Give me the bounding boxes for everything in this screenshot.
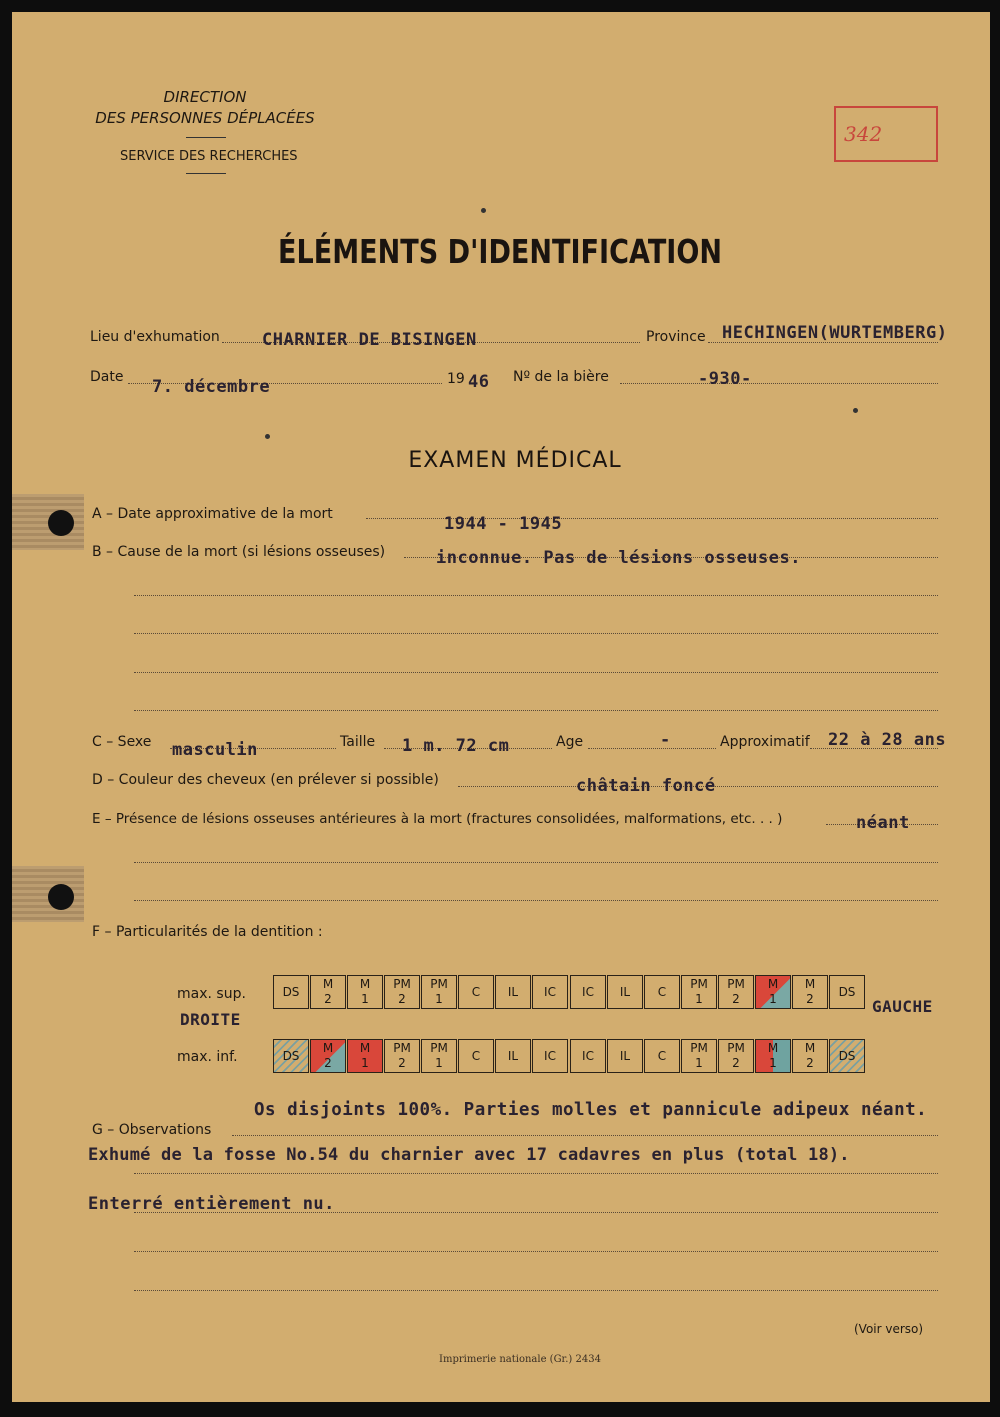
g-line-5: [134, 1290, 938, 1291]
speck: [265, 434, 270, 439]
tooth-label: C: [657, 1049, 667, 1063]
e-line-2: [134, 862, 938, 863]
tooth-number: 1: [695, 1056, 703, 1070]
tooth-cell: [718, 1039, 754, 1073]
observation-line-1: Os disjoints 100%. Parties molles et pannicule adipeux néant.: [254, 1100, 928, 1120]
d-value: châtain foncé: [576, 776, 716, 796]
tooth-cell: [829, 1039, 865, 1073]
tooth-number: 1: [769, 992, 777, 1006]
tooth-label: M: [322, 977, 334, 991]
tooth-cell: [532, 975, 568, 1009]
biere-value: -930-: [698, 369, 752, 389]
droite-label: DROITE: [180, 1010, 241, 1029]
header-rule: [186, 173, 226, 174]
tooth-label: IC: [582, 985, 594, 999]
observation-line-2: Exhumé de la fosse No.54 du charnier avec 17 cadavres en plus (total 18).: [88, 1145, 850, 1165]
tooth-label: PM: [690, 977, 708, 991]
tooth-label: IL: [619, 985, 631, 999]
biere-label: Nº de la bière: [513, 369, 609, 385]
a-value: 1944 - 1945: [444, 514, 563, 534]
speck: [853, 408, 858, 413]
tooth-cell: [570, 975, 606, 1009]
b-value: inconnue. Pas de lésions osseuses.: [436, 548, 801, 568]
b-line-5: [134, 710, 938, 711]
tooth-label: DS: [838, 1049, 856, 1063]
tooth-label: PM: [393, 977, 411, 991]
e-value: néant: [856, 813, 910, 833]
g-label: G – Observations: [92, 1122, 212, 1138]
tooth-cell: [792, 975, 828, 1009]
tooth-number: 1: [361, 992, 369, 1006]
tooth-cell: [607, 975, 643, 1009]
a-label: A – Date approximative de la mort: [92, 506, 333, 522]
tooth-cell: [681, 975, 717, 1009]
tooth-label: IL: [507, 1049, 519, 1063]
year-prefix: 19: [447, 371, 465, 387]
province-value: HECHINGEN(WURTEMBERG): [722, 323, 948, 343]
tooth-label: PM: [727, 1041, 745, 1055]
tooth-label: PM: [430, 977, 448, 991]
header-rule: [186, 137, 226, 138]
tooth-cell: [273, 1039, 309, 1073]
tooth-number: 2: [398, 992, 406, 1006]
tooth-cell: [570, 1039, 606, 1073]
e-line-3: [134, 900, 938, 901]
tooth-number: 1: [361, 1056, 369, 1070]
tooth-label: M: [359, 977, 371, 991]
tooth-number: 1: [769, 1056, 777, 1070]
tooth-number: 2: [732, 992, 740, 1006]
tooth-label: M: [804, 1041, 816, 1055]
tooth-number: 2: [732, 1056, 740, 1070]
tooth-number: 1: [435, 1056, 443, 1070]
g-line-2: [134, 1173, 938, 1174]
g-line-4: [134, 1251, 938, 1252]
gauche-label: GAUCHE: [872, 997, 933, 1016]
tooth-number: 1: [435, 992, 443, 1006]
tooth-cell: [829, 975, 865, 1009]
tooth-label: DS: [282, 985, 300, 999]
printer-note: Imprimerie nationale (Gr.) 2434: [439, 1354, 601, 1365]
c-age-line: [588, 748, 716, 749]
tooth-label: M: [804, 977, 816, 991]
max-sup-label: max. sup.: [177, 986, 246, 1002]
tooth-cell: [273, 975, 309, 1009]
date-value: 7. décembre: [152, 377, 271, 397]
tooth-cell: [347, 1039, 383, 1073]
tooth-label: IC: [582, 1049, 594, 1063]
b-line-3: [134, 633, 938, 634]
tooth-label: IL: [507, 985, 519, 999]
header-direction: DIRECTION: [163, 88, 247, 106]
header-personnes: DES PERSONNES DÉPLACÉES: [95, 109, 315, 127]
b-line-4: [134, 672, 938, 673]
b-label: B – Cause de la mort (si lésions osseuses): [92, 544, 386, 560]
tooth-label: PM: [690, 1041, 708, 1055]
tooth-number: 2: [398, 1056, 406, 1070]
file-number: 342: [844, 122, 883, 146]
c-approx-label: Approximatif: [720, 734, 810, 750]
tooth-label: IL: [619, 1049, 631, 1063]
tooth-label: C: [657, 985, 667, 999]
c-sexe-label: C – Sexe: [92, 734, 152, 750]
tooth-label: IC: [544, 1049, 556, 1063]
tooth-label: M: [767, 1041, 779, 1055]
tooth-cell: [755, 975, 791, 1009]
tooth-label: DS: [282, 1049, 300, 1063]
tooth-number: 2: [806, 1056, 814, 1070]
tooth-cell: [755, 1039, 791, 1073]
observation-line-3: Enterré entièrement nu.: [88, 1194, 335, 1214]
tooth-cell: [532, 1039, 568, 1073]
tooth-cell: [495, 1039, 531, 1073]
lieu-value: CHARNIER DE BISINGEN: [262, 330, 477, 350]
tooth-cell: [421, 975, 457, 1009]
max-inf-label: max. inf.: [177, 1049, 238, 1065]
tooth-label: M: [359, 1041, 371, 1055]
tooth-cell: [384, 1039, 420, 1073]
biere-line: [620, 383, 938, 384]
tooth-cell: [384, 975, 420, 1009]
e-label: E – Présence de lésions osseuses antérieures à la mort (fractures consolidées, malformations, etc. . . ): [92, 811, 783, 827]
tooth-cell: [310, 1039, 346, 1073]
g-line-1: [232, 1135, 938, 1136]
voir-verso: (Voir verso): [854, 1322, 924, 1336]
year-value: 46: [468, 372, 490, 392]
c-age-label: Age: [556, 734, 584, 750]
punch-hole-top: [48, 510, 74, 536]
tooth-cell: [310, 975, 346, 1009]
province-label: Province: [646, 329, 706, 345]
tooth-label: DS: [838, 985, 856, 999]
b-line-2: [134, 595, 938, 596]
tooth-cell: [458, 975, 494, 1009]
tooth-cell: [681, 1039, 717, 1073]
f-label: F – Particularités de la dentition :: [92, 924, 323, 940]
tooth-cell: [347, 975, 383, 1009]
punch-hole-bottom: [48, 884, 74, 910]
tooth-cell: [607, 1039, 643, 1073]
tooth-label: PM: [393, 1041, 411, 1055]
tooth-cell: [718, 975, 754, 1009]
tooth-cell: [792, 1039, 828, 1073]
tooth-cell: [458, 1039, 494, 1073]
tooth-label: PM: [430, 1041, 448, 1055]
tooth-label: C: [471, 985, 481, 999]
tooth-label: PM: [727, 977, 745, 991]
page-title: ÉLÉMENTS D'IDENTIFICATION: [277, 232, 723, 271]
tooth-cell: [421, 1039, 457, 1073]
tooth-number: 2: [324, 1056, 332, 1070]
c-taille-value: 1 m. 72 cm: [402, 736, 510, 756]
tooth-label: C: [471, 1049, 481, 1063]
tooth-label: M: [322, 1041, 334, 1055]
file-number-stamp: [834, 106, 938, 162]
d-label: D – Couleur des cheveux (en prélever si possible): [92, 772, 439, 788]
c-taille-label: Taille: [340, 734, 376, 750]
tooth-number: 2: [806, 992, 814, 1006]
c-approx-value: 22 à 28 ans: [828, 730, 947, 750]
tooth-cell: [644, 975, 680, 1009]
tooth-label: M: [767, 977, 779, 991]
tooth-cell: [495, 975, 531, 1009]
date-label: Date: [90, 369, 124, 385]
tooth-number: 2: [324, 992, 332, 1006]
tooth-label: IC: [544, 985, 556, 999]
header-service: SERVICE DES RECHERCHES: [120, 149, 298, 164]
tooth-number: 1: [695, 992, 703, 1006]
speck: [481, 208, 486, 213]
c-age-value: -: [660, 730, 671, 750]
section-title: EXAMEN MÉDICAL: [408, 448, 622, 473]
lieu-label: Lieu d'exhumation: [90, 329, 220, 345]
tooth-cell: [644, 1039, 680, 1073]
c-sexe-value: masculin: [172, 740, 258, 760]
